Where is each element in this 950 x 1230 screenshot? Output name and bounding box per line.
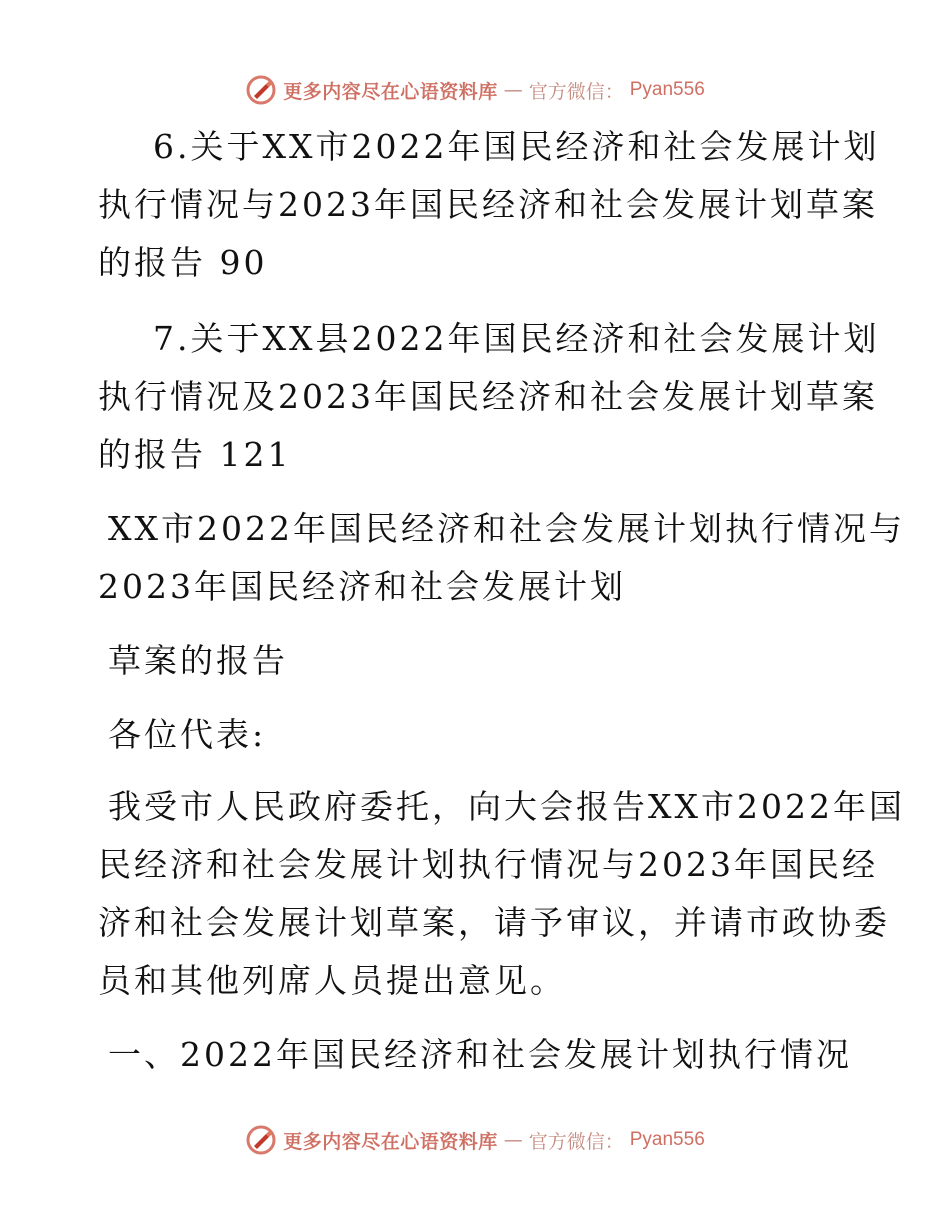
section-heading-1 bbox=[98, 1026, 868, 1084]
section-heading-text: 一、2022年国民经济和社会发展计划执行情况 bbox=[108, 1035, 852, 1074]
toc-entry-7 bbox=[98, 310, 913, 484]
salutation-text: 各位代表: bbox=[108, 715, 267, 754]
body-line: 济和社会发展计划草案，请予审议，并请市政协委 bbox=[98, 903, 890, 942]
report-title-line: XX市2022年国民经济和社会发展计划执行情况与 bbox=[108, 509, 905, 548]
watermark-dash: — bbox=[503, 1129, 523, 1151]
toc-entry-line: 执行情况及2023年国民经济和社会发展计划草案 bbox=[98, 377, 878, 416]
salutation bbox=[98, 706, 868, 764]
watermark-wechat-id: Pyan556 bbox=[629, 1129, 705, 1150]
watermark-dash: — bbox=[503, 79, 523, 101]
body-line: 民经济和社会发展计划执行情况与2023年国民经 bbox=[98, 845, 878, 884]
body-line: 我受市人民政府委托，向大会报告XX市2022年国 bbox=[108, 787, 905, 826]
pen-logo-icon bbox=[245, 1124, 277, 1156]
watermark-main-text: 更多内容尽在心语资料库 bbox=[283, 80, 498, 103]
toc-entry-6 bbox=[98, 118, 913, 292]
report-title-line: 草案的报告 bbox=[108, 641, 288, 680]
body-line: 员和其他列席人员提出意见。 bbox=[98, 961, 566, 1000]
watermark-main-text: 更多内容尽在心语资料库 bbox=[283, 1130, 498, 1153]
watermark-header bbox=[0, 70, 950, 110]
report-title-line3 bbox=[98, 632, 868, 690]
pen-logo-icon bbox=[245, 74, 277, 106]
toc-entry-line: 7.关于XX县2022年国民经济和社会发展计划 bbox=[153, 319, 880, 358]
watermark-sub-text: 官方微信： bbox=[528, 80, 624, 103]
body-paragraph bbox=[98, 778, 905, 1010]
watermark-footer bbox=[0, 1120, 950, 1160]
toc-entry-line: 的报告 121 bbox=[98, 435, 292, 474]
watermark-sub-text: 官方微信： bbox=[528, 1130, 624, 1153]
toc-entry-line: 的报告 90 bbox=[98, 243, 268, 282]
watermark-wechat-id: Pyan556 bbox=[629, 79, 705, 100]
toc-entry-line: 执行情况与2023年国民经济和社会发展计划草案 bbox=[98, 185, 878, 224]
report-title-line: 2023年国民经济和社会发展计划 bbox=[98, 567, 626, 606]
report-title bbox=[98, 500, 905, 616]
toc-entry-line: 6.关于XX市2022年国民经济和社会发展计划 bbox=[153, 127, 880, 166]
